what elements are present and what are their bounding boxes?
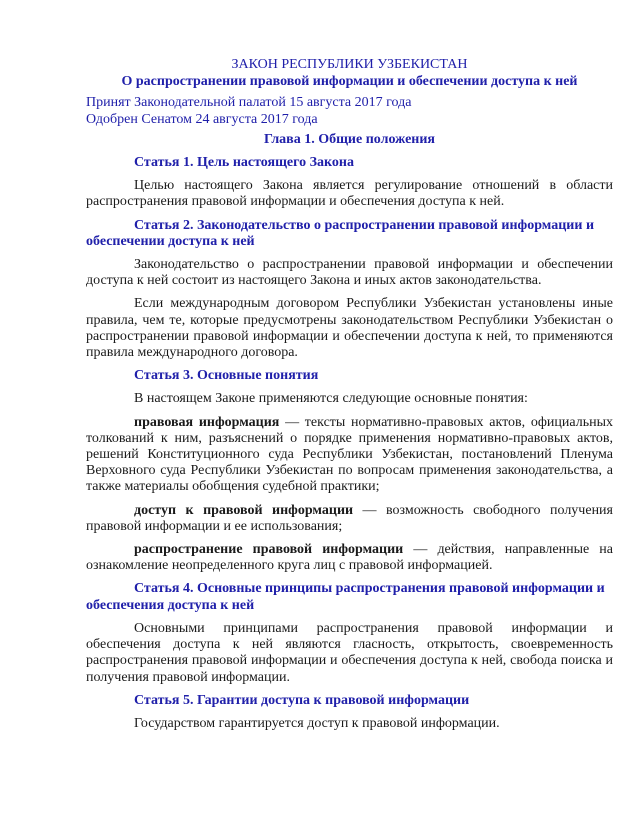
definition-term: доступ к правовой информации (134, 502, 354, 518)
article-3-paragraph-intro: В настоящем Законе применяются следующие основные понятия: (134, 391, 528, 407)
definition-term: правовая информация (134, 414, 280, 430)
approved-line: Одобрен Сенатом 24 августа 2017 года (86, 111, 318, 127)
chapter-1-heading: Глава 1. Общие положения (263, 131, 435, 147)
definition-text: — возможность свободного получения правовой информации и ее использования; (86, 502, 613, 534)
article-4-heading: Статья 4. Основные принципы распространения правовой информации и обеспечения доступа к ней (86, 581, 605, 613)
article-1-heading: Статья 1. Цель настоящего Закона (134, 155, 354, 171)
definition-text: — действия, направленные на ознакомление неопределенного круга лиц с правовой информацией. (86, 542, 613, 574)
article-2-paragraph-2: Если международным договором Республики Узбекистан установлены иные правила, чем те, которые предусмотрены законодательством Республики Узбекистан о распространении правовой информации и обеспечении доступа к ней, то применяются правила международного договора. (86, 296, 613, 361)
article-5-paragraph: Государством гарантируется доступ к правовой информации. (134, 715, 500, 731)
article-4-paragraph: Основными принципами распространения правовой информации и обеспечения доступа к ней являются гласность, открытость, своевременность распространения правовой информации и обеспечения доступа к ней, свобода поиска и получения правовой информации. (86, 620, 613, 685)
article-3-definition-access (86, 503, 613, 535)
document-subtitle: О распространении правовой информации и обеспечении доступа к ней (121, 74, 578, 90)
document-title: ЗАКОН РЕСПУБЛИКИ УЗБЕКИСТАН (231, 57, 468, 72)
article-3-heading: Статья 3. Основные понятия (134, 368, 319, 384)
article-3-definition-legal-information (86, 415, 613, 496)
adopted-line: Принят Законодательной палатой 15 августа 2017 года (86, 95, 412, 111)
article-2-paragraph-1: Законодательство о распространении правовой информации и обеспечении доступа к ней состоит из настоящего Закона и иных актов законодательства. (86, 257, 613, 289)
definition-text: — тексты нормативно-правовых актов, официальных толкований к ним, разъяснений о порядке применения нормативно-правовых актов, решений Конституционного суда Республики Узбекистан, постановлений Пленума Верховного суда Республики Узбекистан по вопросам применения законодательства, а также материалы обобщения судебной практики; (86, 414, 613, 495)
definition-term: распространение правовой информации (134, 542, 404, 558)
article-3-definition-dissemination (86, 542, 613, 574)
article-1-paragraph: Целью настоящего Закона является регулирование отношений в области распространения правовой информации и обеспечения доступа к ней. (86, 178, 613, 210)
article-5-heading: Статья 5. Гарантии доступа к правовой информации (134, 692, 470, 708)
article-2-heading: Статья 2. Законодательство о распространении правовой информации и обеспечении доступа к ней (86, 217, 595, 249)
